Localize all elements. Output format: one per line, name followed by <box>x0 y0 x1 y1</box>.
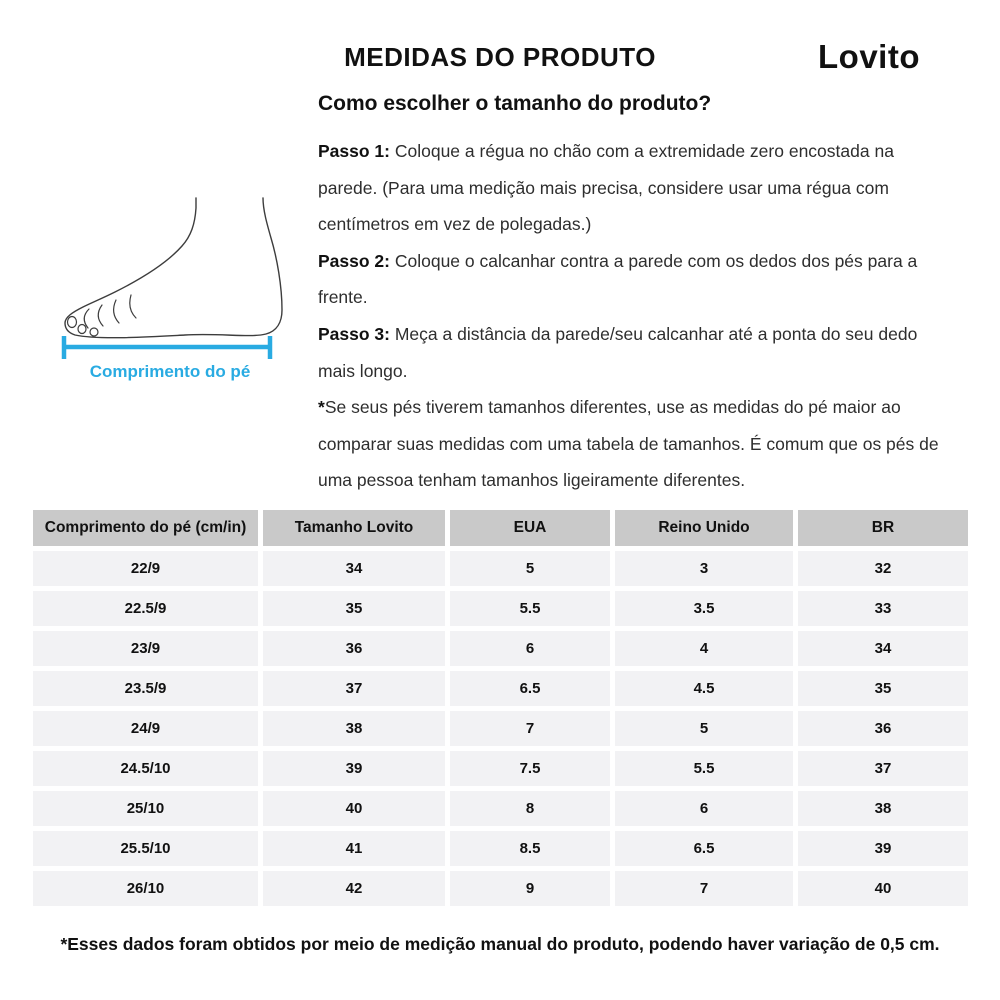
table-row <box>33 631 968 666</box>
size-table-body <box>33 551 968 906</box>
size-table-header <box>33 510 968 546</box>
table-cell: 37 <box>263 671 445 706</box>
table-cell: 7 <box>615 871 793 906</box>
table-cell: 4 <box>615 631 793 666</box>
table-row <box>33 791 968 826</box>
table-cell: 8 <box>450 791 610 826</box>
table-cell: 25.5/10 <box>33 831 258 866</box>
size-table <box>28 505 973 911</box>
table-cell: 35 <box>263 591 445 626</box>
table-row <box>33 871 968 906</box>
table-cell: 39 <box>798 831 968 866</box>
size-table-column-header: BR <box>798 510 968 546</box>
table-cell: 25/10 <box>33 791 258 826</box>
table-row <box>33 711 968 746</box>
guide-step: Passo 1: Coloque a régua no chão com a extremidade zero encostada na parede. (Para uma medição mais precisa, considere usar uma régua com centímetros em vez de polegadas.) <box>318 141 894 235</box>
table-cell: 24/9 <box>33 711 258 746</box>
table-cell: 37 <box>798 751 968 786</box>
table-cell: 7 <box>450 711 610 746</box>
table-cell: 42 <box>263 871 445 906</box>
guide-heading: Como escolher o tamanho do produto? <box>318 92 712 115</box>
measurement-note: *Esses dados foram obtidos por meio de medição manual do produto, podendo haver variação de 0,5 cm. <box>60 934 940 954</box>
table-cell: 24.5/10 <box>33 751 258 786</box>
table-cell: 6.5 <box>450 671 610 706</box>
table-cell: 22.5/9 <box>33 591 258 626</box>
table-cell: 5 <box>450 551 610 586</box>
table-cell: 6 <box>450 631 610 666</box>
table-cell: 9 <box>450 871 610 906</box>
table-cell: 6 <box>615 791 793 826</box>
table-cell: 5.5 <box>450 591 610 626</box>
steps-list <box>318 133 946 499</box>
size-table-column-header: EUA <box>450 510 610 546</box>
table-cell: 8.5 <box>450 831 610 866</box>
guide-step: *Se seus pés tiverem tamanhos diferentes, use as medidas do pé maior ao comparar suas medidas com uma tabela de tamanhos. É comum que os pés de uma pessoa tenham tamanhos ligeiramente diferentes. <box>318 397 939 491</box>
table-cell: 26/10 <box>33 871 258 906</box>
toenail-2 <box>78 325 86 334</box>
toenail-3 <box>90 328 98 336</box>
table-cell: 5 <box>615 711 793 746</box>
table-cell: 38 <box>263 711 445 746</box>
size-table-column-header: Tamanho Lovito <box>263 510 445 546</box>
brand-logo: Lovito <box>818 38 920 75</box>
table-cell: 38 <box>798 791 968 826</box>
table-cell: 41 <box>263 831 445 866</box>
table-row <box>33 591 968 626</box>
instructions-section <box>318 90 946 499</box>
table-cell: 5.5 <box>615 751 793 786</box>
table-cell: 34 <box>798 631 968 666</box>
toe-line-2 <box>98 305 103 326</box>
table-cell: 4.5 <box>615 671 793 706</box>
table-cell: 36 <box>798 711 968 746</box>
page-title: MEDIDAS DO PRODUTO <box>344 42 656 72</box>
size-table-column-header: Comprimento do pé (cm/in) <box>33 510 258 546</box>
table-cell: 40 <box>798 871 968 906</box>
table-cell: 39 <box>263 751 445 786</box>
table-cell: 32 <box>798 551 968 586</box>
foot-outline-path <box>65 198 282 338</box>
table-row <box>33 671 968 706</box>
table-cell: 7.5 <box>450 751 610 786</box>
table-cell: 33 <box>798 591 968 626</box>
table-cell: 34 <box>263 551 445 586</box>
table-row <box>33 751 968 786</box>
table-row <box>33 831 968 866</box>
table-cell: 3.5 <box>615 591 793 626</box>
toenail-1 <box>68 317 77 328</box>
foot-measurement-figure <box>55 196 285 382</box>
table-cell: 35 <box>798 671 968 706</box>
toe-line-4 <box>130 295 136 318</box>
guide-step: Passo 3: Meça a distância da parede/seu calcanhar até a ponta do seu dedo mais longo. <box>318 323 918 381</box>
table-cell: 3 <box>615 551 793 586</box>
foot-length-label: Comprimento do pé <box>89 362 251 381</box>
table-row <box>33 551 968 586</box>
size-table-column-header: Reino Unido <box>615 510 793 546</box>
toe-line-3 <box>114 300 119 323</box>
guide-step: Passo 2: Coloque o calcanhar contra a parede com os dedos dos pés para a frente. <box>318 250 918 308</box>
foot-outline-illustration <box>55 196 285 368</box>
table-cell: 6.5 <box>615 831 793 866</box>
table-cell: 36 <box>263 631 445 666</box>
table-cell: 23/9 <box>33 631 258 666</box>
table-cell: 23.5/9 <box>33 671 258 706</box>
table-cell: 22/9 <box>33 551 258 586</box>
foot-length-ruler <box>64 336 270 359</box>
table-cell: 40 <box>263 791 445 826</box>
